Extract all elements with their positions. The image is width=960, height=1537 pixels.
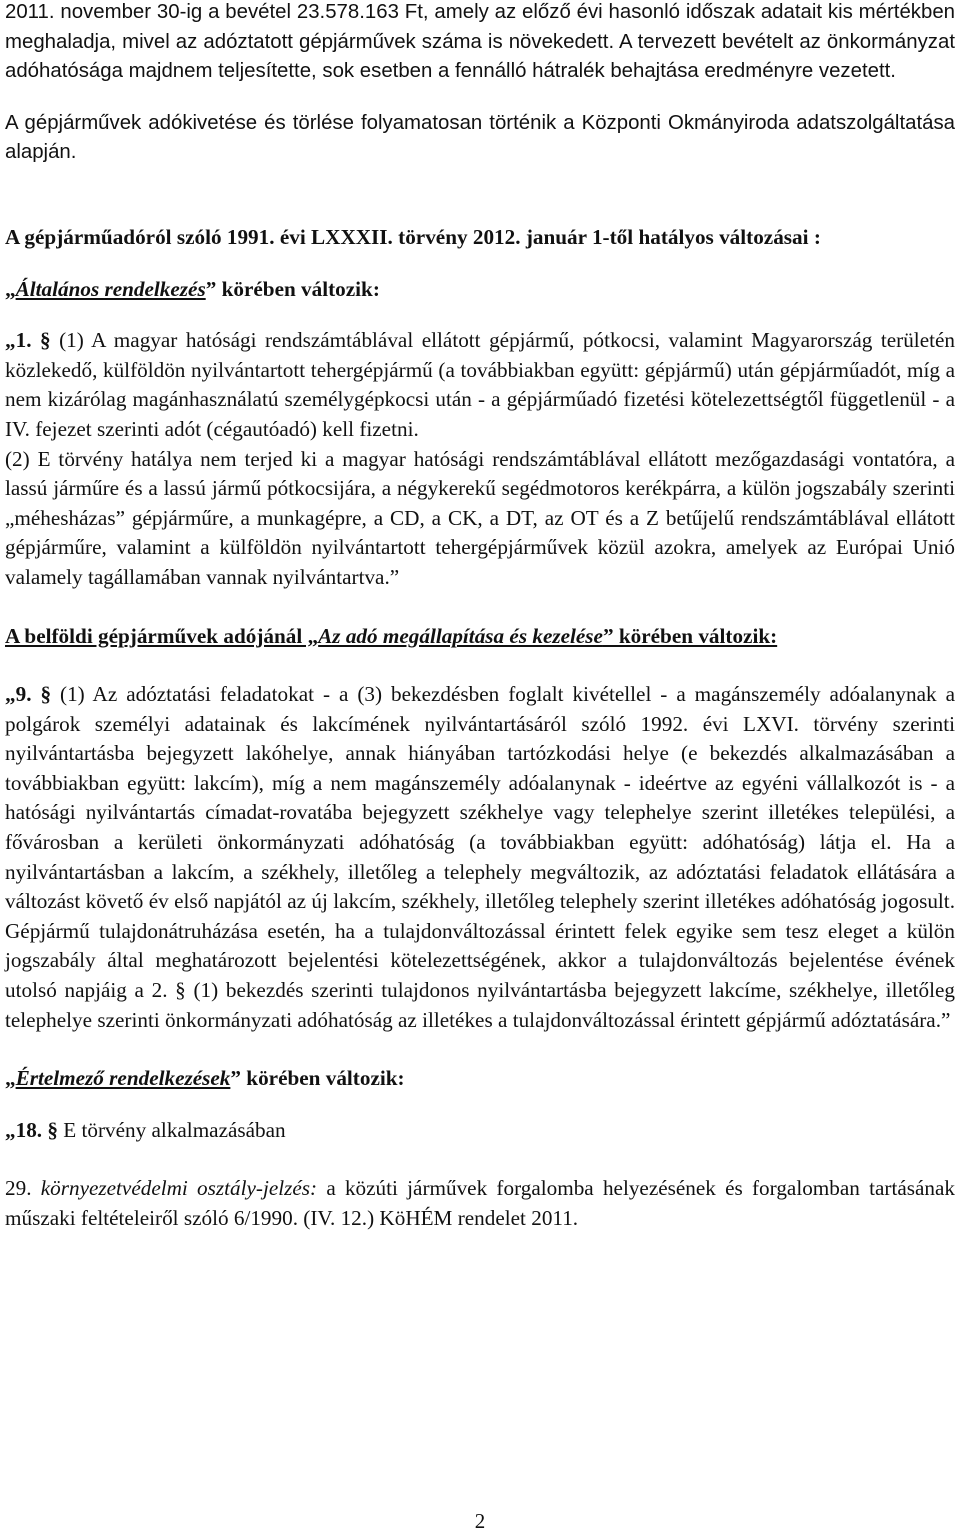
point-29-paragraph (5, 1174, 955, 1233)
section-number-18: „18. § (5, 1117, 58, 1142)
section-18-text: E törvény alkalmazásában (57, 1117, 286, 1142)
section-prefix: A belföldi gépjárművek adójánál „ (5, 623, 319, 648)
open-quote: „ (5, 276, 16, 301)
section-1-paragraph-2: (2) E törvény hatálya nem terjed ki a magyar hatósági rendszámtáblával ellátott mezőgazdasági vontatóra, a lassú járműre és a lassú jármű pótkocsijára, a négykerekű segédmotoros kerékpárra, a külön jogszabály szerinti „méhesházas” gépjárműre, a munkagépre, a CD, a CK, a DT, az OT és a Z betűjelű rendszámtáblával ellátott gépjárműre, valamint a külföldön nyilvántartott tehergépjárművek közül azokra, amelyek az Európai Unió valamely tagállamában vannak nyilvántartva.” (5, 446, 955, 589)
section-18-paragraph (5, 1116, 955, 1146)
section-1-text-1: (1) A magyar hatósági rendszámtáblával ellátott gépjármű, pótkocsi, valamint Magyarország területén közlekedő, külföldön nyilvántartott tehergépjármű (a továbbiakban együtt: gépjármű) után gépjárműadót, míg a nem kizárólag magánhasználatú személygépkocsi után - a gépjárműadó fizetési kötelezettségtől függetlenül - a IV. fejezet szerinti adót (cégautóadó) kell fizetni. (5, 328, 955, 441)
section-9-text: (1) Az adóztatási feladatokat - a (3) bekezdésben foglalt kivétellel - a magánszemély adóalanynak a polgárok személyi adatainak és lakcímének nyilvántartásáról szóló 1992. évi LXVI. törvény szerinti nyilvántartásba bejegyzett lakóhelye, annak hiányában tartózkodási helye (e bekezdés alkalmazásában a továbbiakban együtt: lakcím), míg a nem magánszemély adóalanynak - ideértve az egyéni vállalkozót is - a hatósági nyilvántartás címadat-rovatába bejegyzett székhelye vagy telephelye szerint illetékes települési, a fővárosban a kerületi önkormányzati adóhatóság (a továbbiakban együtt: adóhatóság) látja el. Ha a nyilvántartásban a lakcím, a székhely, illetőleg a telephely megváltozik, az adóztatási feladatok ellátására a változást követő év első napjától az új lakcím, székhely, illetőleg telephely szerint illetékes adóhatóság jogosult. Gépjármű tulajdonátruházása esetén, ha a tulajdonváltozással érintett felek egyike sem tesz eleget a külön jogszabály által meghatározott bejelentési kötelezettségének, akkor a tulajdonváltozás bejelentése évének utolsó napjáig a 2. § (1) bekezdés szerinti tulajdonos nyilvántartásba bejegyzett lakcíme, székhelye, illetőleg telephelye szerinti önkormányzati adóhatóság az illetékes a tulajdonváltozással érintett gépjármű adóztatására.” (5, 682, 955, 1032)
section-title-tax-assessment: Az adó megállapítása és kezelése (318, 623, 603, 648)
section-title-interpretive: Értelmező rendelkezések (15, 1066, 231, 1091)
section-suffix: ” körében változik: (602, 623, 778, 648)
section-number-9: „9. § (5, 682, 52, 707)
section-suffix: ” körében változik: (205, 276, 380, 301)
section-title-general: Általános rendelkezés (15, 276, 206, 301)
section-interpretive-provisions (5, 1064, 955, 1094)
point-29-text: a közúti járművek forgalomba helyezésének és forgalomban tartásának műszaki feltételeiről szóló 6/1990. (IV. 12.) KöHÉM rendelet 2011. (5, 1176, 955, 1230)
paragraph-revenue: 2011. november 30-ig a bevétel 23.578.163 Ft, amely az előző évi hasonló időszak adatait kis mértékben meghaladja, mivel az adóztatott gépjárművek száma is növekedett. A tervezett bevételt az önkormányzat adóhatósága majdnem teljesítette, sok esetben a fennálló hátralék behajtása eredményre vezetett. (5, 1, 955, 83)
point-29-term: környezetvédelmi osztály-jelzés: (40, 1176, 318, 1201)
point-number-29: 29. (5, 1176, 41, 1201)
document-page (5, 0, 955, 1234)
law-changes-heading: A gépjárműadóról szóló 1991. évi LXXXII. törvény 2012. január 1-től hatályos változásai : (5, 224, 821, 249)
paragraph-tax-assessment: A gépjárművek adókivetése és törlése folyamatosan történik a Központi Okmányiroda adatszolgáltatása alapján. (5, 111, 955, 164)
section-number-1: „1. § (5, 328, 51, 353)
section-general-provisions (5, 275, 955, 305)
open-quote: „ (5, 1066, 16, 1091)
section-1-paragraph-1 (5, 326, 955, 444)
page-number: 2 (474, 1509, 486, 1533)
section-suffix: ” körében változik: (230, 1066, 405, 1091)
section-domestic-vehicles (5, 622, 955, 652)
section-9-paragraph (5, 680, 955, 1035)
